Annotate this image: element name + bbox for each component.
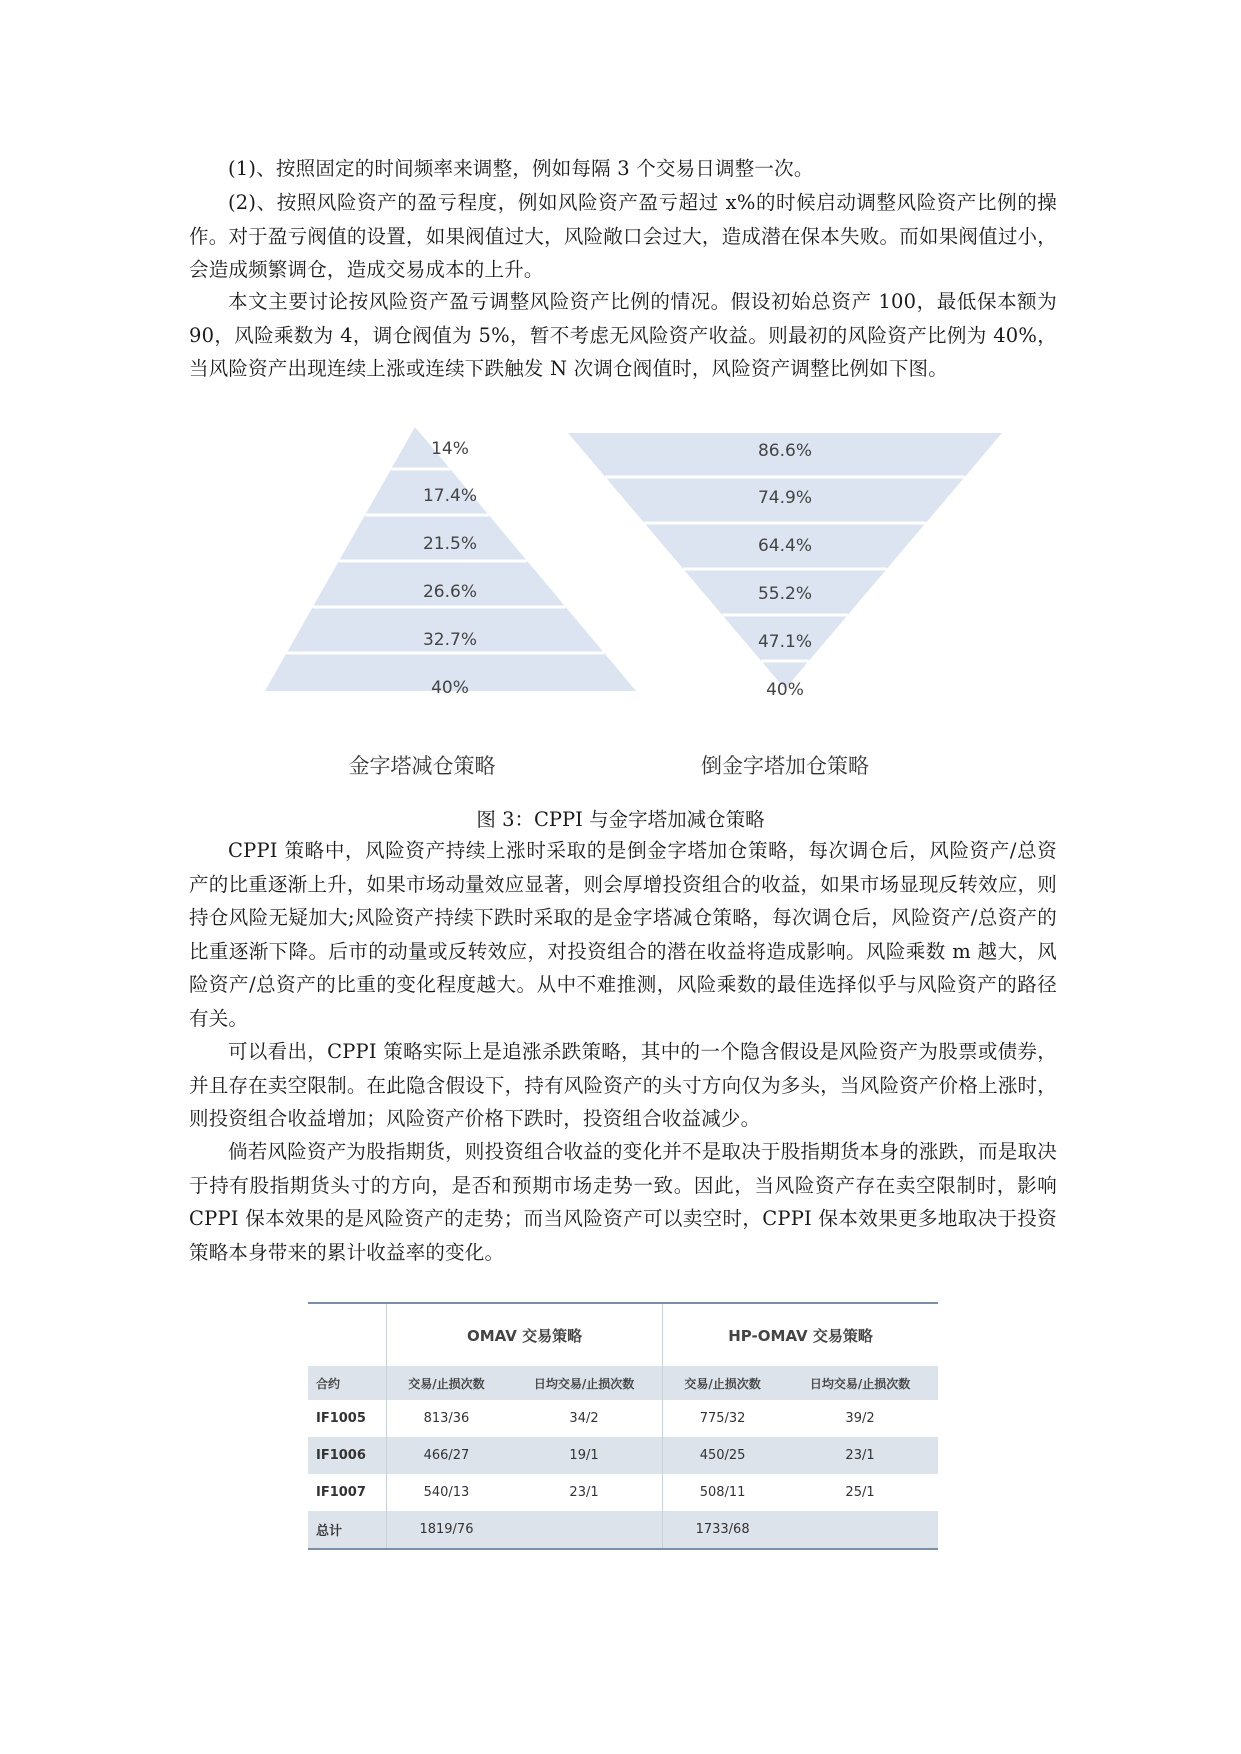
table-cell: IF1005	[316, 1411, 366, 1426]
table-cell: 1819/76	[387, 1511, 506, 1549]
header-omav-trades: 交易/止损次数	[387, 1366, 506, 1400]
omav-group-header: OMAV 交易策略	[387, 1303, 663, 1366]
table-cell: 23/1	[782, 1437, 938, 1474]
table-cell: 775/32	[663, 1400, 782, 1437]
table-cell: 39/2	[845, 1411, 875, 1426]
pyramid-level-4: 26.6%	[422, 582, 478, 602]
table-row	[308, 1511, 938, 1549]
header-hp-trades: 交易/止损次数	[663, 1366, 782, 1400]
table-row	[308, 1437, 938, 1474]
table-cell: IF1007	[316, 1485, 366, 1500]
paragraph-3: 本文主要讨论按风险资产盈亏调整风险资产比例的情况。假设初始总资产 100，最低保本额为 90，风险乘数为 4，调仓阀值为 5%，暂不考虑无风险资产收益。则最初的风险资产比例为 40%，当风险资产出现连续上涨或连续下跌触发 N 次调仓阀值时，风险资产调整比例如下图。	[189, 290, 1057, 380]
pyramid-level-2: 17.4%	[422, 486, 478, 506]
inverted-pyramid-level-4: 55.2%	[757, 584, 813, 604]
table-row	[308, 1400, 938, 1437]
inverted-pyramid-level-6: 40%	[766, 680, 804, 700]
paragraph-4: CPPI 策略中，风险资产持续上涨时采取的是倒金字塔加仓策略，每次调仓后，风险资产/总资产的比重逐渐上升，如果市场动量效应显著，则会厚增投资组合的收益，如果市场显现反转效应，则持仓风险无疑加大;风险资产持续下跌时采取的是金字塔减仓策略，每次调仓后，风险资产/总资产的比重逐渐下降。后市的动量或反转效应，对投资组合的潜在收益将造成影响。风险乘数 m 越大，风险资产/总资产的比重的变化程度越大。从中不难推测，风险乘数的最佳选择似乎与风险资产的路径有关。	[189, 839, 1057, 1030]
table-cell: 813/36	[387, 1400, 506, 1437]
table-cell: 19/1	[506, 1437, 663, 1474]
table-cell: 34/2	[569, 1411, 599, 1426]
paragraph-5: 可以看出，CPPI 策略实际上是追涨杀跌策略，其中的一个隐含假设是风险资产为股票或债券，并且存在卖空限制。在此隐含假设下，持有风险资产的头寸方向仅为多头，当风险资产价格上涨时，则投资组合收益增加；风险资产价格下跌时，投资组合收益减少。	[189, 1040, 1057, 1130]
table-cell	[782, 1511, 938, 1549]
table-cell: IF1006	[308, 1437, 387, 1474]
paragraph-2: (2)、按照风险资产的盈亏程度，例如风险资产盈亏超过 x%的时候启动调整风险资产比例的操作。对于盈亏阀值的设置，如果阀值过大，风险敞口会过大，造成潜在保本失败。而如果阀值过小，会造成频繁调仓，造成交易成本的上升。	[189, 191, 1057, 281]
table-cell: 总计	[308, 1511, 387, 1549]
table-cell: 1733/68	[663, 1511, 782, 1549]
paragraph-6: 倘若风险资产为股指期货，则投资组合收益的变化并不是取决于股指期货本身的涨跌，而是取决于持有股指期货头寸的方向，是否和预期市场走势一致。因此，当风险资产存在卖空限制时，影响 CPPI 保本效果的是风险资产的走势；而当风险资产可以卖空时，CPPI 保本效果更多地取决于投资策略本身带来的累计收益率的变化。	[189, 1140, 1057, 1264]
table-group-header-row	[308, 1303, 938, 1366]
table-row	[308, 1474, 938, 1511]
pyramid-label: 金字塔减仓策略	[348, 754, 496, 778]
pyramid-figure	[230, 425, 1020, 805]
pyramid-level-1: 14%	[431, 439, 469, 459]
table-cell	[506, 1511, 663, 1549]
inverted-pyramid-level-1: 86.6%	[757, 441, 813, 461]
pyramid-level-3: 21.5%	[422, 534, 478, 554]
table-sub-header-row	[308, 1366, 938, 1400]
strategy-table	[308, 1302, 938, 1550]
table-corner-cell	[308, 1303, 387, 1366]
inverted-pyramid-level-3: 64.4%	[757, 536, 813, 556]
table-cell: 540/13	[387, 1474, 506, 1511]
header-hp-daily: 日均交易/止损次数	[782, 1366, 938, 1400]
table-cell: 23/1	[569, 1485, 599, 1500]
inverted-pyramid-label: 倒金字塔加仓策略	[701, 754, 869, 778]
inverted-pyramid-level-5: 47.1%	[757, 632, 813, 652]
strategy-table-container	[308, 1302, 938, 1550]
figure-caption: 图 3：CPPI 与金字塔加减仓策略	[476, 808, 765, 831]
header-contract: 合约	[308, 1366, 387, 1400]
hp-omav-group-header: HP-OMAV 交易策略	[663, 1303, 938, 1366]
inverted-pyramid-level-2: 74.9%	[757, 488, 813, 508]
paragraph-1: (1)、按照固定的时间频率来调整，例如每隔 3 个交易日调整一次。	[228, 157, 814, 180]
table-cell: 450/25	[663, 1437, 782, 1474]
table-cell: 466/27	[387, 1437, 506, 1474]
pyramid-level-5: 32.7%	[422, 630, 478, 650]
table-cell: 508/11	[663, 1474, 782, 1511]
pyramid-level-6: 40%	[431, 678, 469, 698]
header-omav-daily: 日均交易/止损次数	[506, 1366, 663, 1400]
table-cell: 25/1	[845, 1485, 875, 1500]
pyramid-shape	[265, 427, 636, 691]
